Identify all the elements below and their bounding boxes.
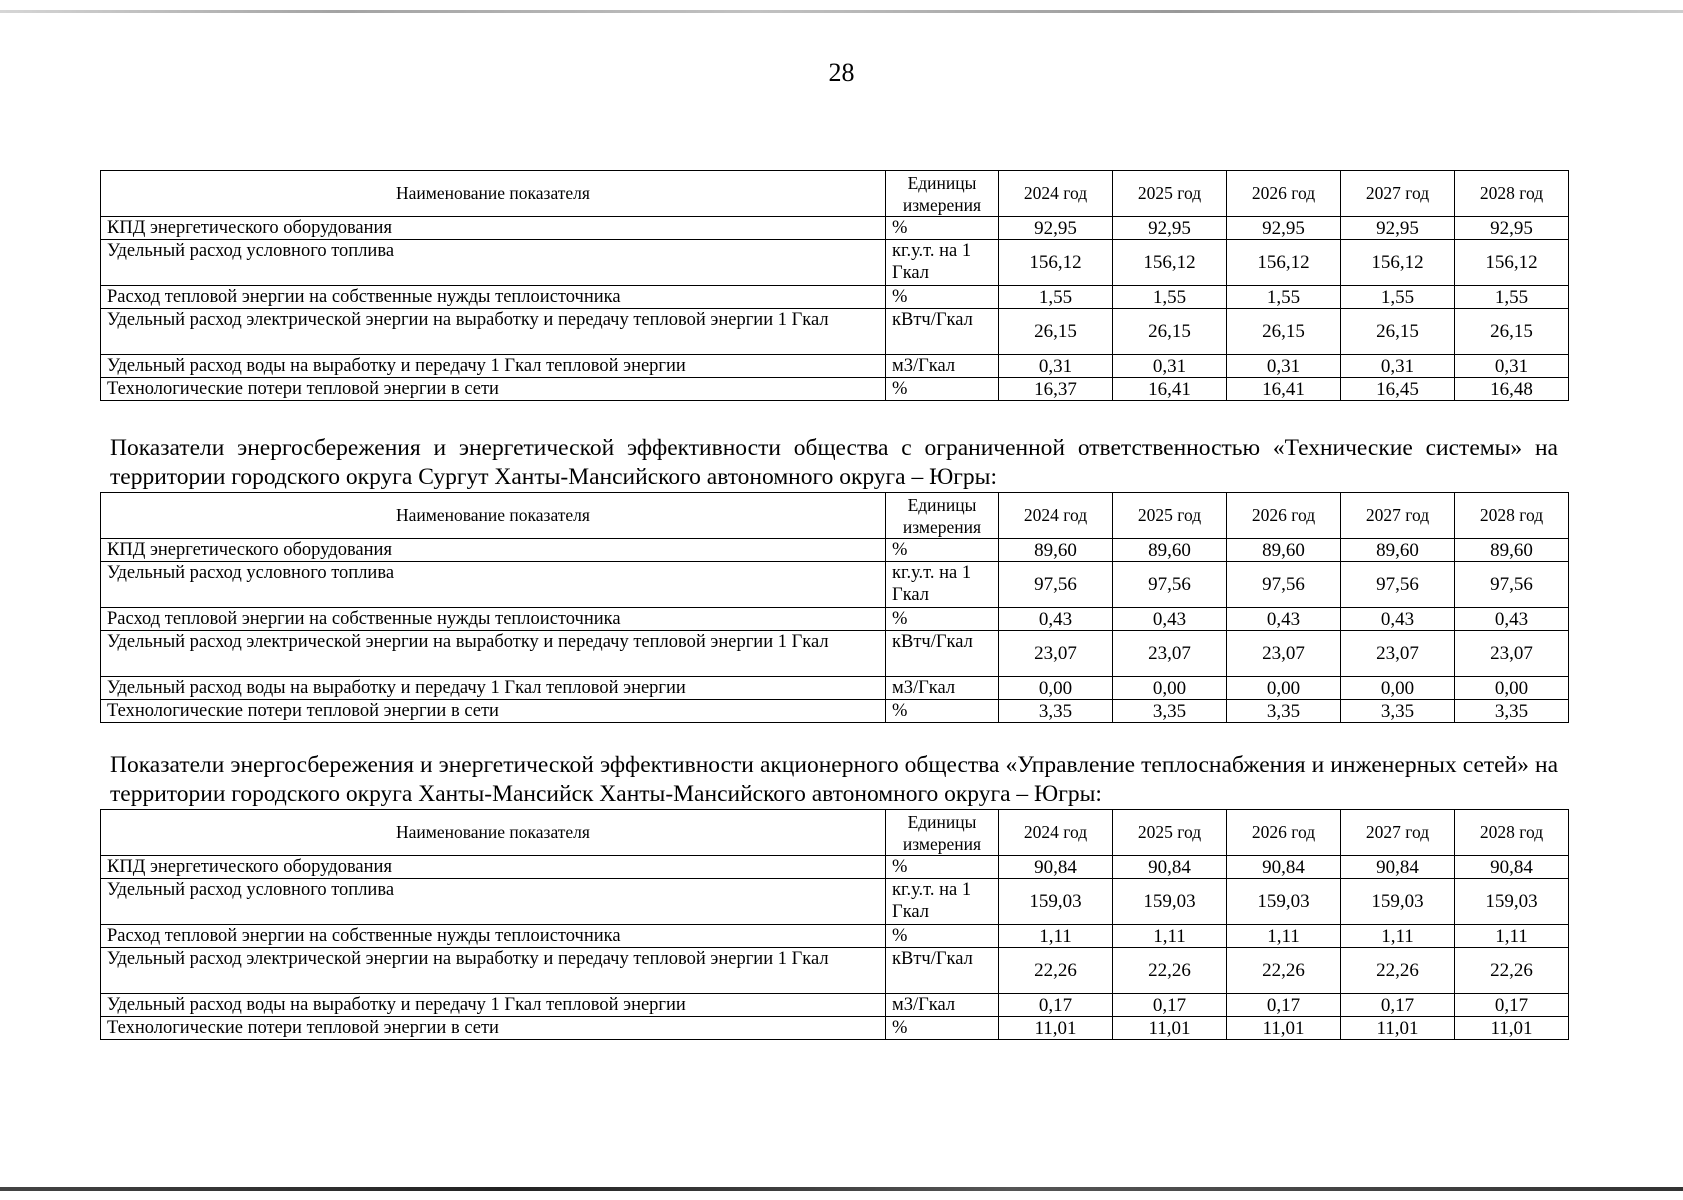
- column-header-year: 2028 год: [1455, 171, 1569, 217]
- indicator-name: Удельный расход условного топлива: [101, 879, 886, 925]
- indicator-value: 92,95: [1455, 217, 1569, 240]
- table-row: [101, 240, 1569, 286]
- section-2: [100, 434, 1568, 723]
- indicator-unit: %: [886, 608, 999, 631]
- indicator-unit: кг.у.т. на 1 Гкал: [886, 562, 999, 608]
- indicator-unit: м3/Гкал: [886, 677, 999, 700]
- indicator-value: 156,12: [1227, 240, 1341, 286]
- table-row: [101, 879, 1569, 925]
- indicator-value: 0,43: [1113, 608, 1227, 631]
- indicator-value: 11,01: [1455, 1017, 1569, 1040]
- indicator-value: 0,17: [999, 994, 1113, 1017]
- indicator-value: 1,11: [999, 925, 1113, 948]
- column-header-year: 2028 год: [1455, 810, 1569, 856]
- indicator-value: 156,12: [999, 240, 1113, 286]
- indicator-value: 90,84: [1113, 856, 1227, 879]
- indicator-unit: %: [886, 378, 999, 401]
- indicator-value: 97,56: [1113, 562, 1227, 608]
- indicator-value: 0,31: [999, 355, 1113, 378]
- column-header-name: Наименование показателя: [101, 493, 886, 539]
- indicator-value: 16,48: [1455, 378, 1569, 401]
- indicator-value: 156,12: [1341, 240, 1455, 286]
- indicator-value: 16,41: [1113, 378, 1227, 401]
- table-header-row: [101, 493, 1569, 539]
- indicator-value: 3,35: [1113, 700, 1227, 723]
- indicator-unit: %: [886, 700, 999, 723]
- column-header-name: Наименование показателя: [101, 171, 886, 217]
- indicator-value: 0,00: [999, 677, 1113, 700]
- indicator-name: Расход тепловой энергии на собственные нужды теплоисточника: [101, 286, 886, 309]
- table-row: [101, 286, 1569, 309]
- page-number: 28: [828, 58, 855, 87]
- indicator-value: 26,15: [1341, 309, 1455, 355]
- indicator-value: 0,00: [1341, 677, 1455, 700]
- indicator-value: 1,11: [1341, 925, 1455, 948]
- indicator-value: 23,07: [1341, 631, 1455, 677]
- indicator-value: 0,17: [1227, 994, 1341, 1017]
- indicator-name: Технологические потери тепловой энергии в сети: [101, 700, 886, 723]
- section-caption: Показатели энергосбережения и энергетической эффективности общества с ограниченной ответственностью «Технические системы» на территории городского округа Сургут Ханты-Мансийского автономного округа – Югры:: [110, 435, 1558, 490]
- column-header-year: 2025 год: [1113, 810, 1227, 856]
- indicator-value: 89,60: [1455, 539, 1569, 562]
- table-row: [101, 631, 1569, 677]
- table-header-row: [101, 810, 1569, 856]
- indicator-value: 97,56: [1341, 562, 1455, 608]
- indicator-value: 0,00: [1113, 677, 1227, 700]
- indicator-value: 22,26: [1341, 948, 1455, 994]
- indicator-value: 22,26: [999, 948, 1113, 994]
- section-3: [100, 751, 1568, 1040]
- table-row: [101, 539, 1569, 562]
- indicator-value: 92,95: [1227, 217, 1341, 240]
- indicator-unit: %: [886, 217, 999, 240]
- indicator-value: 26,15: [1227, 309, 1341, 355]
- column-header-unit: Единицы измерения: [886, 171, 999, 217]
- indicator-value: 3,35: [999, 700, 1113, 723]
- indicator-unit: %: [886, 539, 999, 562]
- table-row: [101, 1017, 1569, 1040]
- indicator-name: Удельный расход электрической энергии на выработку и передачу тепловой энергии 1 Гкал: [101, 948, 886, 994]
- indicator-name: Технологические потери тепловой энергии в сети: [101, 1017, 886, 1040]
- indicator-value: 0,17: [1455, 994, 1569, 1017]
- indicator-value: 26,15: [1455, 309, 1569, 355]
- column-header-year: 2024 год: [999, 810, 1113, 856]
- table-row: [101, 562, 1569, 608]
- indicator-value: 97,56: [1227, 562, 1341, 608]
- indicator-name: КПД энергетического оборудования: [101, 217, 886, 240]
- indicator-value: 3,35: [1455, 700, 1569, 723]
- indicator-value: 11,01: [999, 1017, 1113, 1040]
- indicator-value: 92,95: [999, 217, 1113, 240]
- indicator-value: 159,03: [1113, 879, 1227, 925]
- indicator-value: 22,26: [1227, 948, 1341, 994]
- scan-edge-bottom: [0, 1187, 1683, 1191]
- indicator-name: Технологические потери тепловой энергии в сети: [101, 378, 886, 401]
- indicator-unit: кВтч/Гкал: [886, 631, 999, 677]
- indicator-value: 156,12: [1455, 240, 1569, 286]
- indicator-value: 26,15: [1113, 309, 1227, 355]
- indicator-value: 1,55: [1341, 286, 1455, 309]
- indicator-unit: кВтч/Гкал: [886, 309, 999, 355]
- column-header-unit: Единицы измерения: [886, 810, 999, 856]
- column-header-year: 2026 год: [1227, 171, 1341, 217]
- column-header-year: 2024 год: [999, 171, 1113, 217]
- table-row: [101, 856, 1569, 879]
- indicator-value: 1,11: [1113, 925, 1227, 948]
- indicator-value: 90,84: [1227, 856, 1341, 879]
- indicator-unit: кг.у.т. на 1 Гкал: [886, 879, 999, 925]
- table-row: [101, 948, 1569, 994]
- indicator-value: 0,31: [1227, 355, 1341, 378]
- column-header-unit: Единицы измерения: [886, 493, 999, 539]
- section-1: [100, 170, 1568, 401]
- column-header-year: 2025 год: [1113, 171, 1227, 217]
- indicator-value: 16,45: [1341, 378, 1455, 401]
- indicator-value: 89,60: [1113, 539, 1227, 562]
- indicator-value: 89,60: [999, 539, 1113, 562]
- indicator-value: 26,15: [999, 309, 1113, 355]
- indicator-value: 159,03: [1455, 879, 1569, 925]
- column-header-year: 2026 год: [1227, 493, 1341, 539]
- column-header-year: 2028 год: [1455, 493, 1569, 539]
- indicator-value: 0,43: [999, 608, 1113, 631]
- indicator-name: КПД энергетического оборудования: [101, 539, 886, 562]
- section-caption: Показатели энергосбережения и энергетической эффективности акционерного общества «Управление теплоснабжения и инженерных сетей» на территории городского округа Ханты-Мансийск Ханты-Мансийского автономного округа – Югры:: [110, 752, 1558, 807]
- indicator-value: 159,03: [1227, 879, 1341, 925]
- indicator-value: 1,55: [1227, 286, 1341, 309]
- table-row: [101, 700, 1569, 723]
- indicator-value: 16,37: [999, 378, 1113, 401]
- table-row: [101, 378, 1569, 401]
- indicator-unit: м3/Гкал: [886, 355, 999, 378]
- indicator-name: Удельный расход условного топлива: [101, 240, 886, 286]
- indicator-value: 23,07: [999, 631, 1113, 677]
- indicator-value: 1,11: [1455, 925, 1569, 948]
- indicator-value: 0,17: [1341, 994, 1455, 1017]
- indicator-value: 11,01: [1113, 1017, 1227, 1040]
- table-row: [101, 217, 1569, 240]
- indicator-value: 0,43: [1455, 608, 1569, 631]
- column-header-year: 2024 год: [999, 493, 1113, 539]
- indicators-table-1: [100, 170, 1569, 401]
- table-row: [101, 608, 1569, 631]
- indicator-value: 92,95: [1113, 217, 1227, 240]
- column-header-name: Наименование показателя: [101, 810, 886, 856]
- indicator-value: 90,84: [1455, 856, 1569, 879]
- indicator-value: 11,01: [1227, 1017, 1341, 1040]
- indicator-value: 0,00: [1227, 677, 1341, 700]
- indicator-name: Расход тепловой энергии на собственные нужды теплоисточника: [101, 608, 886, 631]
- indicator-name: Удельный расход воды на выработку и передачу 1 Гкал тепловой энергии: [101, 677, 886, 700]
- indicator-value: 1,55: [1113, 286, 1227, 309]
- indicator-value: 0,31: [1113, 355, 1227, 378]
- indicator-name: Удельный расход воды на выработку и передачу 1 Гкал тепловой энергии: [101, 994, 886, 1017]
- column-header-year: 2027 год: [1341, 493, 1455, 539]
- indicator-value: 0,31: [1455, 355, 1569, 378]
- indicator-value: 22,26: [1113, 948, 1227, 994]
- column-header-year: 2025 год: [1113, 493, 1227, 539]
- indicator-name: КПД энергетического оборудования: [101, 856, 886, 879]
- indicators-table-2: [100, 492, 1569, 723]
- indicator-value: 92,95: [1341, 217, 1455, 240]
- indicator-value: 90,84: [1341, 856, 1455, 879]
- indicator-value: 23,07: [1455, 631, 1569, 677]
- table-row: [101, 309, 1569, 355]
- indicator-unit: кг.у.т. на 1 Гкал: [886, 240, 999, 286]
- indicator-value: 23,07: [1113, 631, 1227, 677]
- indicator-unit: кВтч/Гкал: [886, 948, 999, 994]
- indicator-value: 3,35: [1341, 700, 1455, 723]
- indicator-value: 0,43: [1341, 608, 1455, 631]
- indicator-value: 97,56: [1455, 562, 1569, 608]
- table-header-row: [101, 171, 1569, 217]
- indicator-unit: %: [886, 1017, 999, 1040]
- indicator-value: 90,84: [999, 856, 1113, 879]
- column-header-year: 2027 год: [1341, 171, 1455, 217]
- indicator-value: 1,11: [1227, 925, 1341, 948]
- indicator-value: 0,43: [1227, 608, 1341, 631]
- indicator-value: 0,31: [1341, 355, 1455, 378]
- scan-edge-top: [0, 10, 1683, 13]
- indicator-name: Расход тепловой энергии на собственные нужды теплоисточника: [101, 925, 886, 948]
- table-row: [101, 925, 1569, 948]
- indicator-value: 89,60: [1341, 539, 1455, 562]
- indicator-value: 23,07: [1227, 631, 1341, 677]
- table-row: [101, 994, 1569, 1017]
- indicator-value: 89,60: [1227, 539, 1341, 562]
- indicator-value: 1,55: [1455, 286, 1569, 309]
- indicators-table-3: [100, 809, 1569, 1040]
- indicator-name: Удельный расход электрической энергии на выработку и передачу тепловой энергии 1 Гкал: [101, 631, 886, 677]
- indicator-value: 156,12: [1113, 240, 1227, 286]
- table-row: [101, 355, 1569, 378]
- indicator-value: 1,55: [999, 286, 1113, 309]
- indicator-value: 0,00: [1455, 677, 1569, 700]
- indicator-value: 159,03: [999, 879, 1113, 925]
- indicator-value: 3,35: [1227, 700, 1341, 723]
- indicator-unit: м3/Гкал: [886, 994, 999, 1017]
- table-row: [101, 677, 1569, 700]
- indicator-unit: %: [886, 856, 999, 879]
- column-header-year: 2026 год: [1227, 810, 1341, 856]
- indicator-name: Удельный расход электрической энергии на выработку и передачу тепловой энергии 1 Гкал: [101, 309, 886, 355]
- indicator-value: 159,03: [1341, 879, 1455, 925]
- column-header-year: 2027 год: [1341, 810, 1455, 856]
- indicator-value: 16,41: [1227, 378, 1341, 401]
- indicator-value: 22,26: [1455, 948, 1569, 994]
- indicator-unit: %: [886, 925, 999, 948]
- indicator-unit: %: [886, 286, 999, 309]
- indicator-name: Удельный расход условного топлива: [101, 562, 886, 608]
- indicator-value: 0,17: [1113, 994, 1227, 1017]
- indicator-value: 97,56: [999, 562, 1113, 608]
- indicator-name: Удельный расход воды на выработку и передачу 1 Гкал тепловой энергии: [101, 355, 886, 378]
- indicator-value: 11,01: [1341, 1017, 1455, 1040]
